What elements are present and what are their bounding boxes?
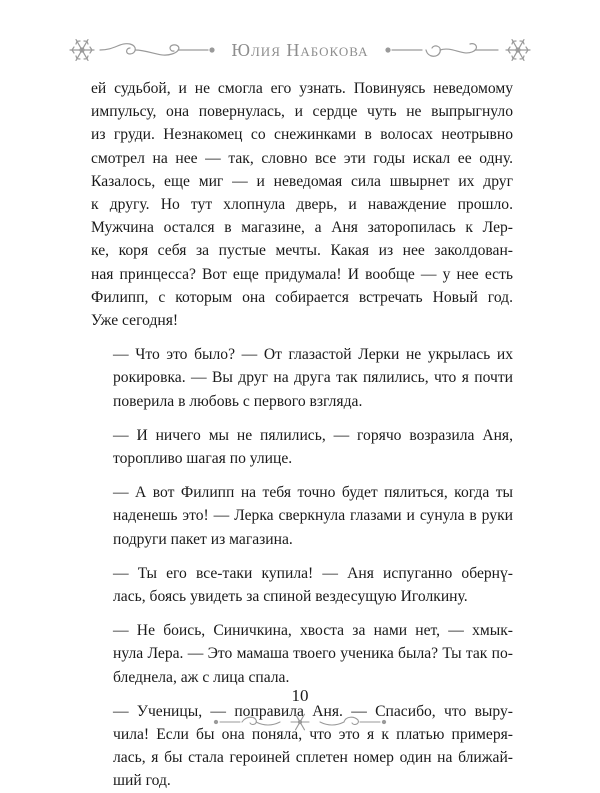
text-line: ший год. [113, 772, 171, 790]
text-line: Уже сегодня! [91, 312, 179, 330]
text-line: — И ничего мы не пялились, — горячо возразила Аня, [113, 426, 513, 444]
text-line: чила! Если бы она поняла, что это я к платью примеря- [113, 726, 513, 744]
text-line: торопливо шагая по улице. [113, 450, 293, 468]
paragraph-1 [91, 77, 513, 332]
text-line: — Что это было? — От глазастой Лерки не укрылась их [113, 346, 513, 364]
text-line: смотрел на нее — так, словно все эти годы искал ее одну. [91, 149, 513, 167]
snowflake-flourish-ornament-right [380, 30, 540, 70]
text-line: лась, я бы стала героиней сплетен номер один на ближай- [113, 749, 513, 767]
text-line: ная принцесса? Вот еще придумала! И вообще — у нее есть [91, 265, 513, 283]
text-line: к другу. Но тут хлопнула дверь, и наваждение прошло. [91, 196, 513, 214]
text-line: бледнела, аж с лица спала. [113, 668, 290, 686]
paragraph-4 [91, 481, 513, 551]
paragraph-5 [91, 562, 513, 608]
text-line: поверила в любовь с первого взгляда. [113, 392, 363, 410]
text-line: Мужчина остался в магазине, а Аня заторопилась к Лер- [91, 219, 513, 237]
text-line: импульсу, она повернулась, и сердце чуть не выпрыгнуло [91, 103, 513, 121]
running-header [0, 30, 600, 70]
text-line: рокировка. — Вы друг на друга так пялились, что я почти [113, 369, 513, 387]
text-line: Казалось, еще миг — и неведомая сила швырнет их друг [91, 172, 513, 190]
text-line: из груди. Незнакомец со снежинками в волосах неотрывно [91, 126, 513, 144]
text-line: — А вот Филипп на тебя точно будет пялиться, когда ты [113, 484, 513, 502]
text-line: подруги пакет из магазина. [113, 530, 293, 548]
page-number: 10 [291, 686, 309, 705]
page-footer [0, 680, 600, 740]
author-name: Юлия Набокова [231, 40, 369, 60]
text-line: наденешь это! — Лерка сверкнула глазами и сунула в руки [113, 507, 513, 525]
paragraph-3 [91, 424, 513, 470]
text-line: ей судьбой, и не смогла его узнать. Повинуясь неведомому [91, 80, 513, 97]
text-line: лась, боясь увидеть за спиной вездесущую Иголкину. [113, 588, 468, 606]
snowflake-flourish-ornament-footer [210, 710, 390, 734]
text-line: нула Лера. — Это мамаша твоего ученика была? Ты так по- [113, 645, 513, 663]
paragraph-6 [91, 619, 513, 689]
text-line: ке, коря себя за пустые мечты. Какая из нее заколдован- [91, 242, 513, 260]
text-line: — Ученицы, — поправила Аня. — Спасибо, что выру- [113, 702, 513, 720]
paragraph-2 [91, 343, 513, 413]
text-line: — Не боись, Синичкина, хвоста за нами нет, — хмык- [113, 622, 513, 640]
text-line: — Ты его все-таки купила! — Аня испуганно обернү- [113, 564, 513, 582]
text-line: Филипп, с которым она собирается встречать Новый год. [91, 288, 513, 306]
